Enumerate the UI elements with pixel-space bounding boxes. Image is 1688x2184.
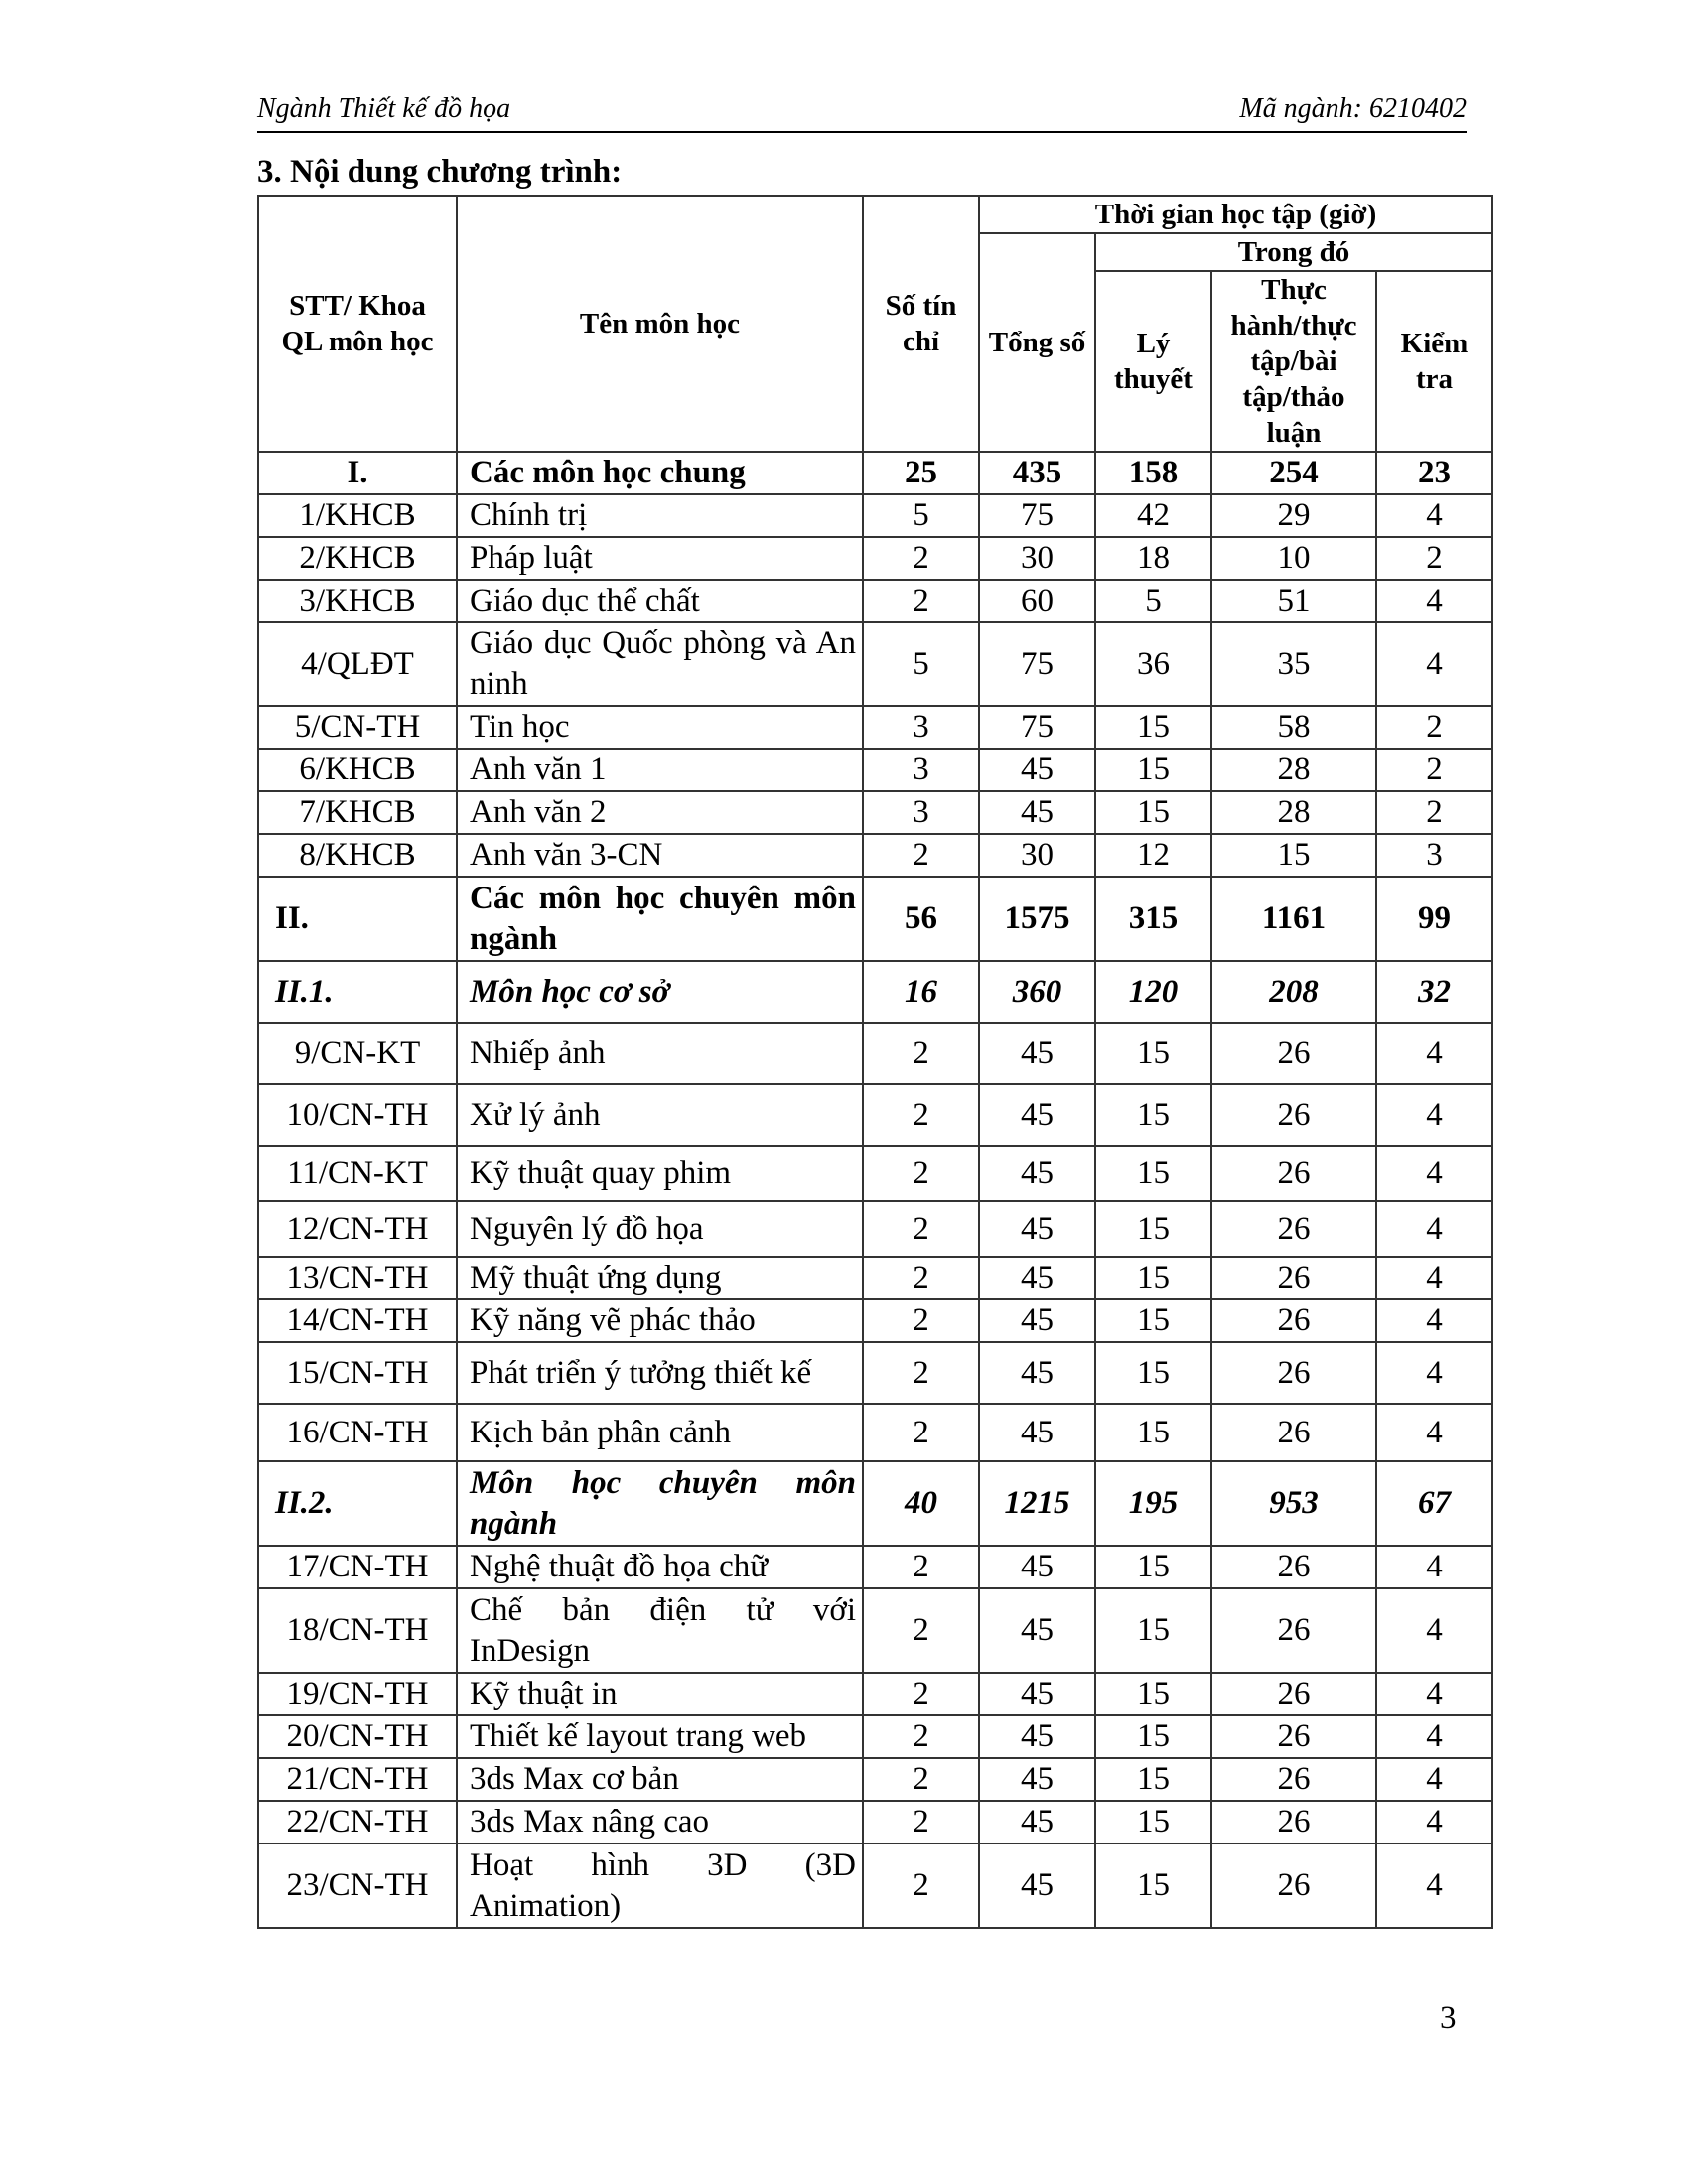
cell-name: Kỹ thuật quay phim [457, 1146, 863, 1201]
header-credits: Số tín chỉ [863, 196, 979, 452]
cell-total: 45 [979, 1257, 1095, 1299]
cell-practice: 254 [1211, 452, 1376, 494]
cell-stt: 21/CN-TH [258, 1758, 457, 1801]
cell-stt: 7/KHCB [258, 791, 457, 834]
cell-name: Anh văn 1 [457, 749, 863, 791]
cell-name: 3ds Max nâng cao [457, 1801, 863, 1843]
cell-practice: 51 [1211, 580, 1376, 622]
cell-theory: 15 [1095, 1299, 1211, 1342]
cell-name: Môn học chuyên môn ngành [457, 1461, 863, 1546]
cell-theory: 18 [1095, 537, 1211, 580]
cell-practice: 15 [1211, 834, 1376, 877]
cell-credits: 56 [863, 877, 979, 961]
cell-name: Anh văn 3-CN [457, 834, 863, 877]
cell-exam: 4 [1376, 1023, 1492, 1084]
cell-stt: 1/KHCB [258, 494, 457, 537]
cell-theory: 15 [1095, 1257, 1211, 1299]
cell-exam: 4 [1376, 1673, 1492, 1715]
cell-credits: 2 [863, 1715, 979, 1758]
table-row [258, 622, 1492, 706]
cell-practice: 26 [1211, 1801, 1376, 1843]
cell-exam: 4 [1376, 1404, 1492, 1461]
cell-exam: 4 [1376, 580, 1492, 622]
cell-total: 45 [979, 1758, 1095, 1801]
cell-stt: 10/CN-TH [258, 1084, 457, 1146]
cell-practice: 26 [1211, 1342, 1376, 1404]
cell-stt: 22/CN-TH [258, 1801, 457, 1843]
cell-credits: 2 [863, 1843, 979, 1928]
cell-theory: 15 [1095, 1843, 1211, 1928]
cell-theory: 15 [1095, 1201, 1211, 1257]
cell-name: Mỹ thuật ứng dụng [457, 1257, 863, 1299]
table-row [258, 1801, 1492, 1843]
cell-total: 1215 [979, 1461, 1095, 1546]
table-row [258, 1715, 1492, 1758]
cell-name: Pháp luật [457, 537, 863, 580]
cell-name: Nghệ thuật đồ họa chữ [457, 1546, 863, 1588]
cell-practice: 28 [1211, 749, 1376, 791]
cell-credits: 40 [863, 1461, 979, 1546]
cell-exam: 4 [1376, 1342, 1492, 1404]
cell-total: 45 [979, 1084, 1095, 1146]
cell-credits: 25 [863, 452, 979, 494]
cell-total: 45 [979, 1342, 1095, 1404]
group-row [258, 877, 1492, 961]
cell-practice: 26 [1211, 1146, 1376, 1201]
cell-credits: 2 [863, 1588, 979, 1673]
cell-exam: 4 [1376, 1801, 1492, 1843]
cell-theory: 42 [1095, 494, 1211, 537]
cell-practice: 26 [1211, 1758, 1376, 1801]
cell-name: Hoạt hình 3D (3D Animation) [457, 1843, 863, 1928]
cell-exam: 99 [1376, 877, 1492, 961]
cell-practice: 29 [1211, 494, 1376, 537]
cell-practice: 28 [1211, 791, 1376, 834]
cell-theory: 315 [1095, 877, 1211, 961]
cell-theory: 158 [1095, 452, 1211, 494]
cell-theory: 36 [1095, 622, 1211, 706]
cell-practice: 26 [1211, 1843, 1376, 1928]
cell-name: Tin học [457, 706, 863, 749]
cell-exam: 2 [1376, 791, 1492, 834]
cell-exam: 2 [1376, 749, 1492, 791]
table-row [258, 1546, 1492, 1588]
cell-total: 60 [979, 580, 1095, 622]
cell-credits: 2 [863, 580, 979, 622]
cell-credits: 3 [863, 706, 979, 749]
cell-practice: 208 [1211, 961, 1376, 1023]
table-row [258, 537, 1492, 580]
cell-stt: 12/CN-TH [258, 1201, 457, 1257]
page-number: 3 [1440, 2000, 1457, 2036]
cell-credits: 2 [863, 1546, 979, 1588]
cell-name: Kỹ năng vẽ phác thảo [457, 1299, 863, 1342]
cell-total: 45 [979, 1404, 1095, 1461]
cell-total: 75 [979, 494, 1095, 537]
cell-practice: 26 [1211, 1673, 1376, 1715]
cell-stt: 5/CN-TH [258, 706, 457, 749]
table-row [258, 749, 1492, 791]
cell-credits: 16 [863, 961, 979, 1023]
cell-total: 1575 [979, 877, 1095, 961]
cell-credits: 5 [863, 622, 979, 706]
cell-practice: 26 [1211, 1404, 1376, 1461]
cell-total: 435 [979, 452, 1095, 494]
cell-stt: 20/CN-TH [258, 1715, 457, 1758]
cell-exam: 4 [1376, 1257, 1492, 1299]
subgroup-row [258, 1461, 1492, 1546]
cell-theory: 15 [1095, 1673, 1211, 1715]
cell-exam: 4 [1376, 1084, 1492, 1146]
cell-stt: 23/CN-TH [258, 1843, 457, 1928]
table-row [258, 791, 1492, 834]
table-body [258, 452, 1492, 1928]
cell-exam: 4 [1376, 1843, 1492, 1928]
header-subject-name: Tên môn học [457, 196, 863, 452]
cell-total: 45 [979, 1299, 1095, 1342]
cell-name: Giáo dục thể chất [457, 580, 863, 622]
cell-name: Nguyên lý đồ họa [457, 1201, 863, 1257]
header-of-which: Trong đó [1095, 233, 1492, 271]
cell-credits: 5 [863, 494, 979, 537]
table-row [258, 1146, 1492, 1201]
table-row [258, 1342, 1492, 1404]
cell-name: Kỹ thuật in [457, 1673, 863, 1715]
cell-practice: 26 [1211, 1546, 1376, 1588]
cell-practice: 26 [1211, 1084, 1376, 1146]
cell-credits: 3 [863, 791, 979, 834]
group-row [258, 452, 1492, 494]
header-major-name: Ngành Thiết kế đồ họa [257, 93, 511, 124]
cell-theory: 120 [1095, 961, 1211, 1023]
table-row [258, 1201, 1492, 1257]
table-row [258, 1588, 1492, 1673]
cell-stt: 14/CN-TH [258, 1299, 457, 1342]
cell-credits: 2 [863, 1801, 979, 1843]
cell-stt: 4/QLĐT [258, 622, 457, 706]
table-row [258, 1299, 1492, 1342]
cell-total: 75 [979, 622, 1095, 706]
cell-theory: 12 [1095, 834, 1211, 877]
cell-total: 45 [979, 1201, 1095, 1257]
cell-credits: 2 [863, 1673, 979, 1715]
cell-total: 45 [979, 1546, 1095, 1588]
cell-theory: 15 [1095, 1588, 1211, 1673]
cell-stt: 18/CN-TH [258, 1588, 457, 1673]
cell-practice: 26 [1211, 1588, 1376, 1673]
cell-practice: 26 [1211, 1299, 1376, 1342]
cell-theory: 195 [1095, 1461, 1211, 1546]
cell-name: 3ds Max cơ bản [457, 1758, 863, 1801]
cell-practice: 26 [1211, 1715, 1376, 1758]
cell-practice: 10 [1211, 537, 1376, 580]
cell-total: 30 [979, 537, 1095, 580]
cell-exam: 4 [1376, 1299, 1492, 1342]
cell-stt: 17/CN-TH [258, 1546, 457, 1588]
cell-stt: 19/CN-TH [258, 1673, 457, 1715]
cell-credits: 2 [863, 1404, 979, 1461]
cell-practice: 26 [1211, 1023, 1376, 1084]
cell-total: 45 [979, 791, 1095, 834]
cell-exam: 4 [1376, 1588, 1492, 1673]
cell-total: 30 [979, 834, 1095, 877]
cell-exam: 4 [1376, 1201, 1492, 1257]
cell-theory: 15 [1095, 706, 1211, 749]
header-major-code: Mã ngành: 6210402 [1239, 93, 1467, 124]
table-row [258, 1257, 1492, 1299]
header-practice: Thực hành/thực tập/bài tập/thảo luận [1211, 271, 1376, 452]
cell-credits: 3 [863, 749, 979, 791]
cell-total: 45 [979, 1023, 1095, 1084]
cell-name: Chế bản điện tử với InDesign [457, 1588, 863, 1673]
cell-theory: 15 [1095, 1801, 1211, 1843]
header-exam: Kiểm tra [1376, 271, 1492, 452]
cell-credits: 2 [863, 1084, 979, 1146]
cell-stt: 2/KHCB [258, 537, 457, 580]
cell-stt: 16/CN-TH [258, 1404, 457, 1461]
cell-credits: 2 [863, 1758, 979, 1801]
cell-credits: 2 [863, 1023, 979, 1084]
table-row [258, 1843, 1492, 1928]
cell-stt: 8/KHCB [258, 834, 457, 877]
cell-stt: 6/KHCB [258, 749, 457, 791]
cell-stt: 11/CN-KT [258, 1146, 457, 1201]
header-study-time: Thời gian học tập (giờ) [979, 196, 1492, 233]
cell-stt: 15/CN-TH [258, 1342, 457, 1404]
cell-total: 45 [979, 1146, 1095, 1201]
cell-practice: 26 [1211, 1201, 1376, 1257]
cell-exam: 32 [1376, 961, 1492, 1023]
page-header [257, 91, 1467, 133]
cell-exam: 3 [1376, 834, 1492, 877]
cell-name: Anh văn 2 [457, 791, 863, 834]
cell-exam: 2 [1376, 706, 1492, 749]
cell-exam: 4 [1376, 1715, 1492, 1758]
subgroup-row [258, 961, 1492, 1023]
cell-total: 45 [979, 1673, 1095, 1715]
cell-theory: 15 [1095, 791, 1211, 834]
cell-name: Các môn học chung [457, 452, 863, 494]
cell-stt: II.1. [258, 961, 457, 1023]
cell-name: Các môn học chuyên môn ngành [457, 877, 863, 961]
cell-total: 360 [979, 961, 1095, 1023]
program-table [257, 195, 1493, 1929]
cell-credits: 2 [863, 1257, 979, 1299]
cell-theory: 15 [1095, 749, 1211, 791]
cell-credits: 2 [863, 1146, 979, 1201]
cell-theory: 15 [1095, 1023, 1211, 1084]
cell-total: 45 [979, 1843, 1095, 1928]
cell-total: 45 [979, 1801, 1095, 1843]
cell-stt: II. [258, 877, 457, 961]
header-total: Tổng số [979, 233, 1095, 452]
cell-total: 45 [979, 749, 1095, 791]
table-row [258, 1084, 1492, 1146]
cell-total: 75 [979, 706, 1095, 749]
cell-stt: 13/CN-TH [258, 1257, 457, 1299]
header-theory: Lý thuyết [1095, 271, 1211, 452]
cell-theory: 15 [1095, 1715, 1211, 1758]
cell-theory: 15 [1095, 1758, 1211, 1801]
cell-name: Giáo dục Quốc phòng và An ninh [457, 622, 863, 706]
cell-practice: 35 [1211, 622, 1376, 706]
cell-exam: 2 [1376, 537, 1492, 580]
cell-theory: 15 [1095, 1546, 1211, 1588]
cell-name: Nhiếp ảnh [457, 1023, 863, 1084]
cell-credits: 2 [863, 834, 979, 877]
cell-theory: 15 [1095, 1146, 1211, 1201]
cell-theory: 5 [1095, 580, 1211, 622]
cell-exam: 4 [1376, 494, 1492, 537]
cell-name: Xử lý ảnh [457, 1084, 863, 1146]
table-row [258, 494, 1492, 537]
cell-name: Kịch bản phân cảnh [457, 1404, 863, 1461]
cell-name: Môn học cơ sở [457, 961, 863, 1023]
cell-exam: 4 [1376, 1758, 1492, 1801]
cell-credits: 2 [863, 537, 979, 580]
cell-credits: 2 [863, 1201, 979, 1257]
cell-practice: 1161 [1211, 877, 1376, 961]
cell-credits: 2 [863, 1342, 979, 1404]
cell-stt: I. [258, 452, 457, 494]
cell-practice: 953 [1211, 1461, 1376, 1546]
cell-exam: 4 [1376, 1146, 1492, 1201]
section-title: 3. Nội dung chương trình: [257, 154, 623, 190]
cell-exam: 23 [1376, 452, 1492, 494]
cell-practice: 58 [1211, 706, 1376, 749]
cell-name: Chính trị [457, 494, 863, 537]
table-row [258, 1023, 1492, 1084]
cell-exam: 67 [1376, 1461, 1492, 1546]
cell-stt: 3/KHCB [258, 580, 457, 622]
header-stt: STT/ Khoa QL môn học [258, 196, 457, 452]
table-row [258, 580, 1492, 622]
table-row [258, 706, 1492, 749]
cell-exam: 4 [1376, 1546, 1492, 1588]
cell-practice: 26 [1211, 1257, 1376, 1299]
cell-name: Phát triển ý tưởng thiết kế [457, 1342, 863, 1404]
cell-theory: 15 [1095, 1404, 1211, 1461]
cell-stt: II.2. [258, 1461, 457, 1546]
cell-stt: 9/CN-KT [258, 1023, 457, 1084]
table-row [258, 1758, 1492, 1801]
table-row [258, 1404, 1492, 1461]
table-row [258, 1673, 1492, 1715]
cell-credits: 2 [863, 1299, 979, 1342]
cell-name: Thiết kế layout trang web [457, 1715, 863, 1758]
cell-total: 45 [979, 1588, 1095, 1673]
cell-theory: 15 [1095, 1342, 1211, 1404]
cell-exam: 4 [1376, 622, 1492, 706]
cell-theory: 15 [1095, 1084, 1211, 1146]
table-row [258, 834, 1492, 877]
cell-total: 45 [979, 1715, 1095, 1758]
